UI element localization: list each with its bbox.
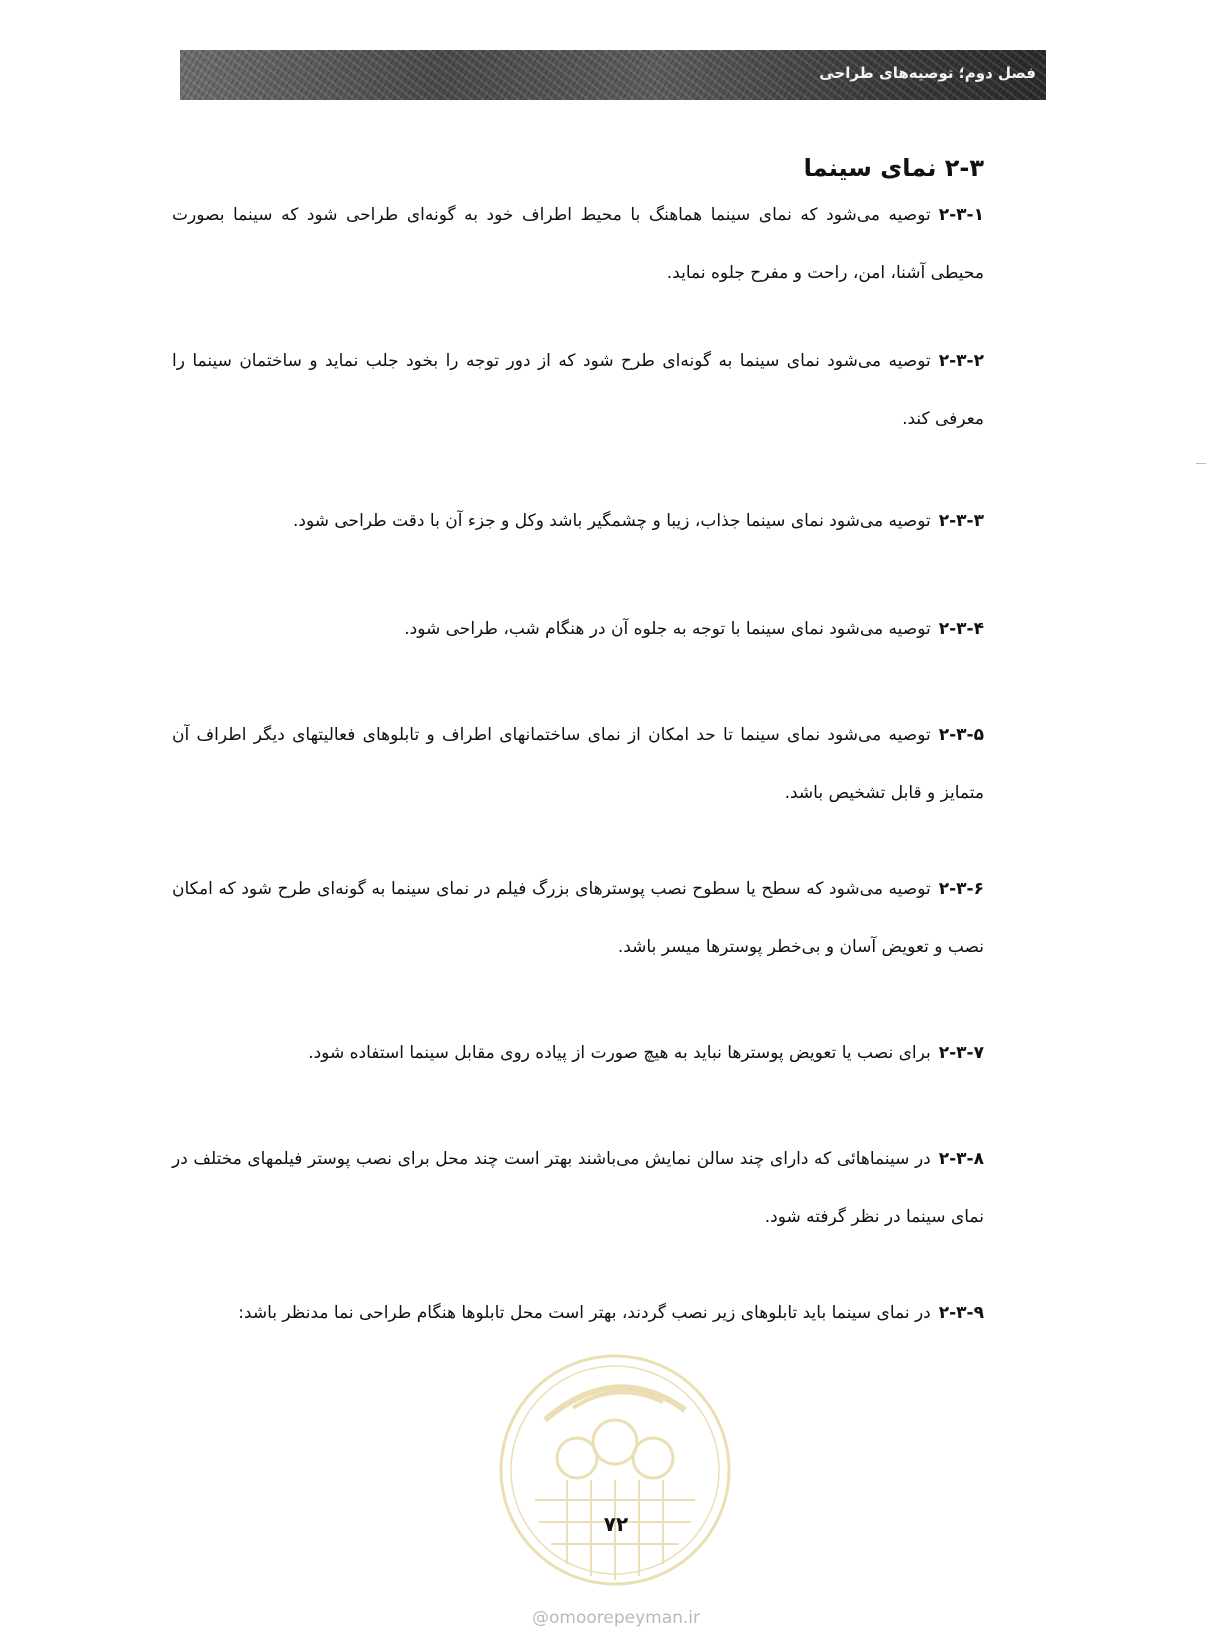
paragraph-text: توصیه می‌شود نمای سینما تا حد امکان از نمای ساختمانهای اطراف و تابلوهای فعالیتهای دیگر اطراف آن متمایز و قابل تشخیص باشد.: [172, 725, 984, 803]
scan-mark: [1196, 463, 1206, 464]
section-heading: ۲-۳ نمای سینما: [803, 154, 984, 182]
paragraph-2-3-7: [172, 1024, 984, 1082]
watermark-site-text: @omoorepeyman.ir: [531, 1608, 701, 1628]
paragraph-2-3-2: [172, 332, 984, 448]
paragraph-number: ۲-۳-۸: [938, 1149, 984, 1169]
paragraph-number: ۲-۳-۲: [938, 351, 984, 371]
paragraph-number: ۲-۳-۶: [938, 879, 984, 899]
paragraph-text: توصیه می‌شود نمای سینما با توجه به جلوه آن در هنگام شب، طراحی شود.: [404, 619, 931, 639]
paragraph-2-3-5: [172, 706, 984, 822]
paragraph-2-3-9: [172, 1284, 984, 1342]
paragraph-text: برای نصب یا تعویض پوسترها نباید به هیچ صورت از پیاده روی مقابل سینما استفاده شود.: [308, 1043, 931, 1063]
watermark-seal-logo: [495, 1350, 735, 1590]
paragraph-number: ۲-۳-۷: [938, 1043, 984, 1063]
paragraph-text: توصیه می‌شود که نمای سینما هماهنگ با محیط اطراف خود به گونه‌ای طراحی شود که سینما بصورت محیطی آشنا، امن، راحت و مفرح جلوه نماید.: [172, 205, 984, 283]
paragraph-2-3-6: [172, 860, 984, 976]
chapter-header-title: فصل دوم؛ توصیه‌های طراحی: [819, 64, 1036, 82]
paragraph-number: ۲-۳-۵: [938, 725, 984, 745]
paragraph-text: توصیه می‌شود که سطح یا سطوح نصب پوسترهای بزرگ فیلم در نمای سینما به گونه‌ای طرح شود که امکان نصب و تعویض آسان و بی‌خطر پوسترها میسر باشد.: [172, 879, 984, 957]
paragraph-number: ۲-۳-۹: [938, 1303, 984, 1323]
paragraph-number: ۲-۳-۳: [938, 511, 984, 531]
paragraph-number: ۲-۳-۴: [938, 619, 984, 639]
paragraph-text: توصیه می‌شود نمای سینما به گونه‌ای طرح شود که از دور توجه را بخود جلب نماید و ساختمان سینما را معرفی کند.: [172, 351, 984, 429]
paragraph-2-3-8: [172, 1130, 984, 1246]
paragraph-2-3-3: [172, 492, 984, 550]
paragraph-text: در سینماهائی که دارای چند سالن نمایش می‌باشند بهتر است چند محل برای نصب پوستر فیلمهای مختلف در نمای سینما در نظر گرفته شود.: [172, 1149, 984, 1227]
paragraph-2-3-1: [172, 186, 984, 302]
page-number: ۷۲: [603, 1512, 629, 1536]
paragraph-number: ۲-۳-۱: [938, 205, 984, 225]
chapter-header-band: [180, 50, 1046, 100]
paragraph-text: توصیه می‌شود نمای سینما جذاب، زیبا و چشمگیر باشد وکل و جزء آن با دقت طراحی شود.: [292, 511, 931, 531]
paragraph-2-3-4: [172, 600, 984, 658]
paragraph-text: در نمای سینما باید تابلوهای زیر نصب گردند، بهتر است محل تابلوها هنگام طراحی نما مدنظر باشد:: [238, 1303, 931, 1323]
